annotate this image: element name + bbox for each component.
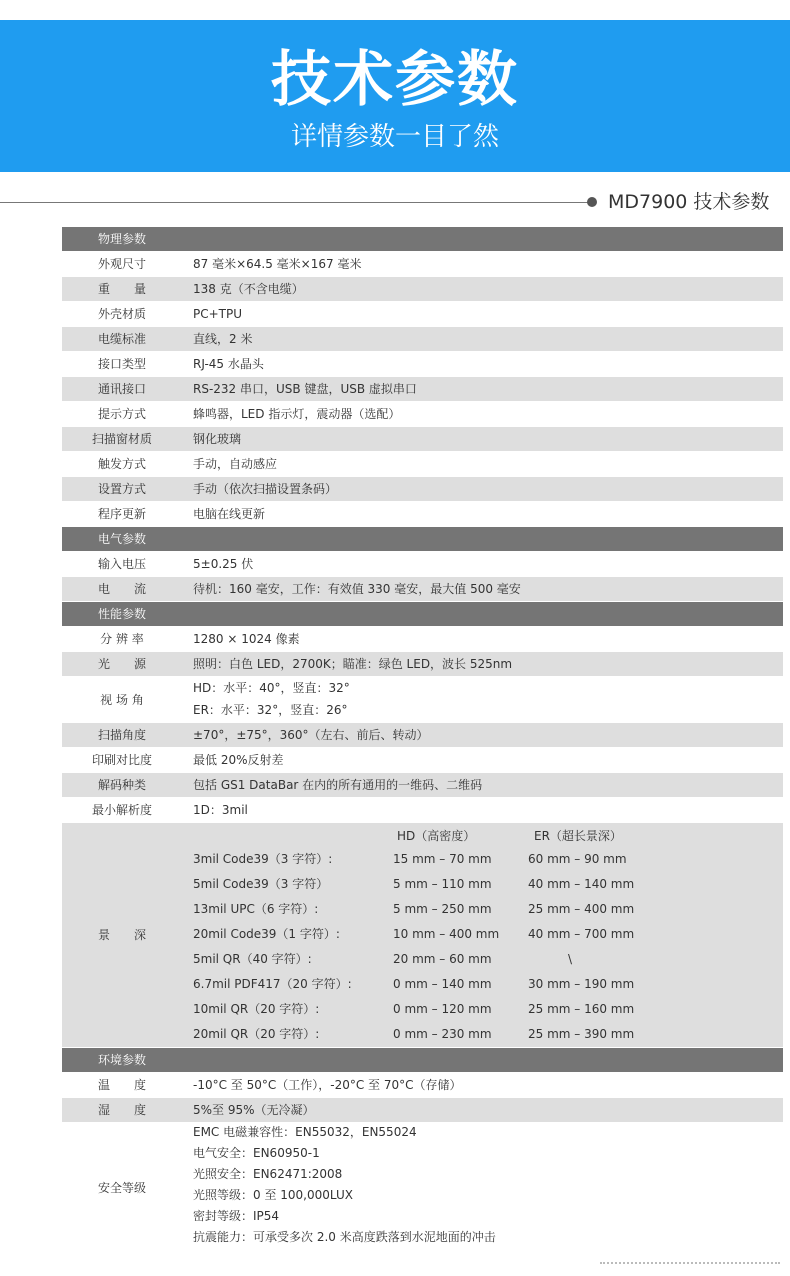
dof-hd-range: 5 mm – 110 mm: [393, 877, 492, 891]
spec-row: [62, 427, 783, 452]
spec-label: 接口类型: [97, 357, 146, 371]
spec-value-line: ER：水平：32°，竖直：26°: [193, 703, 348, 717]
spec-value: 包括 GS1 DataBar 在内的所有通用的一维码、二维码: [193, 778, 483, 792]
spec-value: 钢化玻璃: [193, 432, 242, 446]
spec-table: [62, 227, 783, 1253]
spec-row: [62, 377, 783, 402]
spec-label: 程序更新: [97, 507, 146, 521]
depth-of-field-block: [62, 823, 783, 1048]
dof-code: 20mil QR（20 字符）:: [193, 1027, 320, 1041]
spec-row: [62, 352, 783, 377]
section-header-performance: [62, 602, 783, 627]
spec-row: [62, 477, 783, 502]
spec-row: [62, 798, 783, 823]
spec-value: ±70°，±75°，360°（左右、前后、转动）: [193, 728, 429, 742]
header-divider-line: [0, 202, 590, 203]
spec-row: [62, 452, 783, 477]
spec-row: [62, 723, 783, 748]
spec-value: 电脑在线更新: [193, 507, 266, 521]
spec-value: 直线，2 米: [193, 332, 253, 346]
section-header-environment: [62, 1048, 783, 1073]
spec-label: 外观尺寸: [97, 257, 146, 271]
spec-label: 触发方式: [97, 457, 146, 471]
section-title: 电气参数: [97, 532, 146, 546]
dof-hd-header: HD（高密度）: [397, 829, 476, 843]
spec-label: 电缆标准: [97, 332, 146, 346]
spec-row: [62, 773, 783, 798]
spec-row: [62, 552, 783, 577]
dof-hd-range: 15 mm – 70 mm: [393, 852, 492, 866]
spec-row: [62, 502, 783, 527]
spec-label: 通讯接口: [97, 382, 146, 396]
spec-label: 光 源: [97, 657, 146, 671]
dof-code: 5mil Code39（3 字符）: [193, 877, 329, 891]
spec-value: 138 克（不含电缆）: [193, 282, 304, 296]
dof-code: 6.7mil PDF417（20 字符）:: [193, 977, 352, 991]
spec-row-view-angle: [62, 677, 783, 723]
spec-label: 电 流: [97, 582, 146, 596]
dof-er-range: 40 mm – 140 mm: [528, 877, 635, 891]
spec-value: RS-232 串口，USB 键盘，USB 虚拟串口: [193, 382, 417, 396]
dof-code: 3mil Code39（3 字符）:: [193, 852, 333, 866]
spec-value-line: 密封等级：IP54: [193, 1209, 280, 1223]
spec-value-line: 光照安全：EN62471:2008: [193, 1167, 343, 1181]
dof-er-range: 40 mm – 700 mm: [528, 927, 635, 941]
spec-value-line: HD：水平：40°，竖直：32°: [193, 681, 350, 695]
dof-code: 13mil UPC（6 字符）:: [193, 902, 319, 916]
banner-title: 技术参数: [271, 45, 519, 115]
dof-code: 10mil QR（20 字符）:: [193, 1002, 320, 1016]
dof-er-range: 30 mm – 190 mm: [528, 977, 635, 991]
spec-row: [62, 252, 783, 277]
dof-er-range: 25 mm – 400 mm: [528, 902, 635, 916]
spec-value: -10°C 至 50°C（工作），-20°C 至 70°C（存储）: [193, 1078, 462, 1092]
spec-label: 输入电压: [97, 557, 146, 571]
spec-value: RJ-45 水晶头: [193, 357, 264, 371]
spec-label: 视 场 角: [100, 692, 144, 707]
spec-label: 最小解析度: [91, 803, 152, 817]
spec-value: 5%至 95%（无冷凝）: [193, 1103, 315, 1117]
spec-value: 蜂鸣器，LED 指示灯，震动器（选配）: [193, 407, 401, 421]
spec-value: 1D：3mil: [193, 803, 248, 817]
spec-value: 1280 × 1024 像素: [193, 632, 300, 646]
spec-value: 87 毫米×64.5 毫米×167 毫米: [193, 257, 362, 271]
spec-row: [62, 302, 783, 327]
dof-hd-range: 0 mm – 120 mm: [393, 1002, 492, 1016]
spec-row: [62, 1073, 783, 1098]
dof-er-header: ER（超长景深）: [534, 829, 622, 843]
spec-label: 设置方式: [97, 482, 146, 496]
spec-value: PC+TPU: [193, 307, 243, 321]
spec-label: 分 辨 率: [100, 632, 144, 646]
spec-row: [62, 277, 783, 302]
spec-label: 外壳材质: [97, 307, 146, 321]
spec-value-line: 电气安全：EN60950-1: [193, 1146, 320, 1160]
section-title: 性能参数: [97, 607, 146, 621]
spec-row: [62, 327, 783, 352]
dof-hd-range: 0 mm – 230 mm: [393, 1027, 492, 1041]
spec-row: [62, 652, 783, 677]
spec-row: [62, 627, 783, 652]
dof-er-range: 25 mm – 160 mm: [528, 1002, 635, 1016]
spec-value: 手动，自动感应: [193, 457, 278, 471]
spec-label: 提示方式: [97, 407, 146, 421]
dof-er-range: 60 mm – 90 mm: [528, 852, 627, 866]
spec-label: 安全等级: [97, 1180, 146, 1195]
dof-code: 20mil Code39（1 字符）:: [193, 927, 340, 941]
spec-label: 湿 度: [97, 1103, 146, 1117]
bullet-dot-icon: [587, 197, 597, 207]
spec-value: 待机：160 毫安，工作：有效值 330 毫安，最大值 500 毫安: [193, 582, 521, 596]
spec-label: 温 度: [97, 1078, 146, 1092]
spec-value: 照明：白色 LED，2700K；瞄准：绿色 LED，波长 525nm: [193, 657, 513, 671]
dof-hd-range: 10 mm – 400 mm: [393, 927, 500, 941]
dof-hd-range: 5 mm – 250 mm: [393, 902, 492, 916]
section-header-electrical: [62, 527, 783, 552]
dof-er-range: 25 mm – 390 mm: [528, 1027, 635, 1041]
spec-row: [62, 402, 783, 427]
spec-value: 手动（依次扫描设置条码）: [193, 482, 338, 496]
spec-label: 印刷对比度: [91, 753, 152, 767]
spec-row-safety: [62, 1123, 783, 1253]
spec-label: 重 量: [97, 282, 146, 296]
header-banner: [0, 20, 790, 172]
spec-table-title: MD7900 技术参数: [608, 191, 770, 213]
spec-value: 5±0.25 伏: [193, 557, 254, 571]
spec-value-line: 光照等级：0 至 100,000LUX: [193, 1188, 353, 1202]
section-title: 环境参数: [97, 1053, 146, 1067]
dof-hd-range: 20 mm – 60 mm: [393, 952, 492, 966]
footer-divider: [600, 1262, 780, 1268]
spec-row: [62, 748, 783, 773]
spec-value-line: EMC 电磁兼容性：EN55032，EN55024: [193, 1125, 417, 1139]
spec-label: 扫描角度: [97, 728, 146, 742]
spec-label: 景 深: [97, 928, 146, 942]
spec-value-line: 抗震能力：可承受多次 2.0 米高度跌落到水泥地面的冲击: [193, 1230, 496, 1244]
spec-value: 最低 20%反射差: [193, 753, 284, 767]
dof-er-range: \: [568, 952, 573, 966]
banner-subtitle: 详情参数一目了然: [290, 122, 499, 152]
dof-code: 5mil QR（40 字符）:: [193, 952, 312, 966]
dof-hd-range: 0 mm – 140 mm: [393, 977, 492, 991]
spec-row: [62, 577, 783, 602]
section-header-physical: [62, 227, 783, 252]
spec-row: [62, 1098, 783, 1123]
spec-label: 扫描窗材质: [91, 432, 152, 446]
spec-label: 解码种类: [97, 778, 146, 792]
section-title: 物理参数: [97, 232, 146, 246]
